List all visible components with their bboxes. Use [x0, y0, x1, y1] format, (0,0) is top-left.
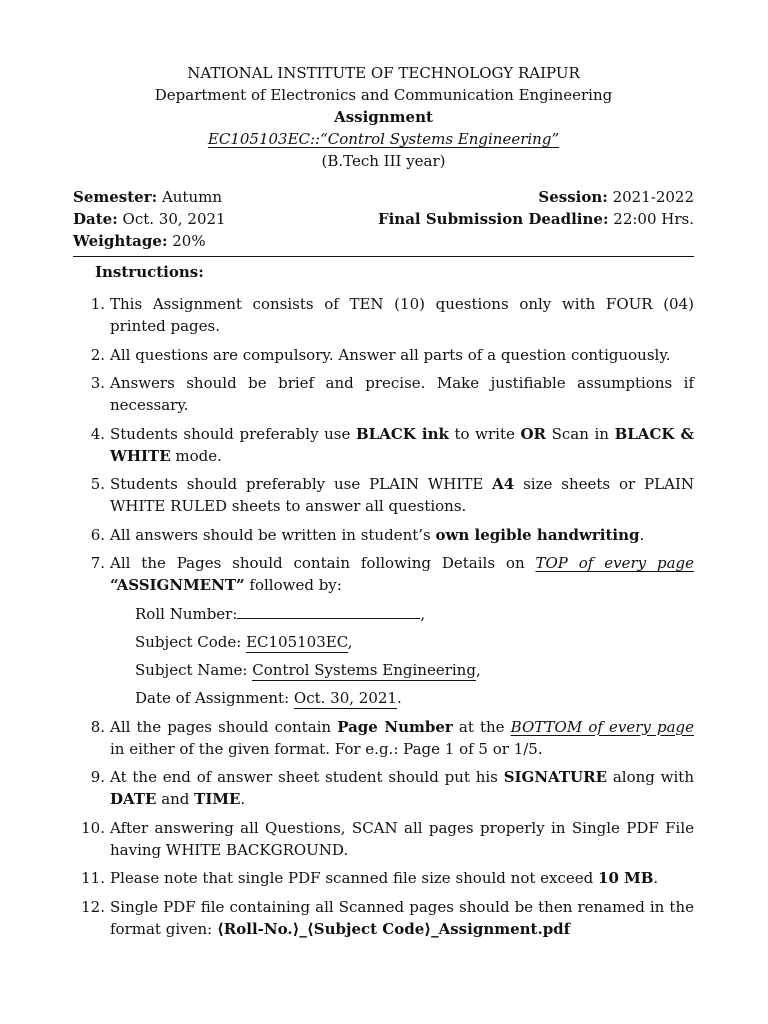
text-segment: At the end of answer sheet student should put his	[110, 768, 504, 786]
instruction-text: Answers should be brief and precise. Make justifiable assumptions if necessary.	[110, 374, 694, 414]
text-segment: and	[156, 790, 195, 808]
item-number: 2.	[90, 345, 105, 364]
item-number: 12.	[81, 897, 105, 916]
instruction-item-7	[73, 552, 694, 709]
item-number: 11.	[81, 869, 105, 887]
instruction-item-2	[73, 344, 694, 366]
bold-text: 10 MB	[598, 869, 654, 887]
text-segment: .	[240, 790, 246, 808]
roll-number-blank	[237, 604, 420, 619]
assignment-meta	[73, 186, 694, 252]
text-segment: All answers should be written in student’s	[110, 525, 436, 544]
text-segment: Students should preferably use PLAIN WHITE	[110, 475, 493, 493]
semester-label: Semester:	[73, 188, 158, 206]
page-details-list	[135, 603, 694, 709]
item-number: 4.	[90, 424, 105, 443]
bold-text: “ASSIGNMENT”	[110, 576, 245, 594]
session-value: 2021-2022	[612, 188, 694, 206]
emphasis-text: BOTTOM of every page	[510, 717, 695, 736]
instructions-list	[73, 293, 694, 940]
deadline-value: 22:00 Hrs.	[613, 210, 694, 228]
deadline-field	[378, 208, 694, 230]
text-segment: mode.	[170, 446, 222, 465]
date-field	[73, 208, 226, 230]
date-label: Date:	[73, 210, 118, 228]
bold-text: Page Number	[337, 717, 453, 736]
bold-text: DATE	[110, 790, 157, 808]
instruction-item-10	[73, 817, 694, 861]
item-number: 7.	[90, 554, 105, 572]
emphasis-text: TOP of every page	[535, 554, 694, 572]
text-segment: .	[396, 689, 402, 707]
divider	[73, 256, 694, 257]
text-segment: size sheets or PLAIN WHITE RULED sheets to answer all questions.	[110, 475, 694, 515]
item-number: 8.	[90, 717, 105, 736]
text-segment: followed by:	[244, 576, 342, 594]
deadline-label: Final Submission Deadline:	[377, 210, 609, 228]
text-segment: Please note that single PDF scanned file size should not exceed	[110, 869, 599, 887]
text-segment: ,	[475, 661, 481, 679]
document-header	[73, 62, 694, 172]
instruction-item-11	[73, 867, 694, 889]
session-label: Session:	[538, 188, 608, 206]
instruction-item-5	[73, 473, 694, 517]
subject-name-line	[135, 659, 694, 681]
instruction-text: After answering all Questions, SCAN all pages properly in Single PDF File having WHITE BACKGROUND.	[110, 818, 694, 859]
bold-text: BLACK & WHITE	[110, 424, 695, 465]
item-number: 3.	[90, 374, 105, 392]
assignment-date-value: Oct. 30, 2021	[293, 689, 397, 707]
instruction-item-12	[73, 896, 694, 940]
filename-format: ⟨Roll-No.⟩_⟨Subject Code⟩_Assignment.pdf	[216, 919, 571, 938]
assignment-page	[73, 62, 694, 946]
document-type: Assignment	[334, 108, 433, 126]
bold-text: BLACK ink	[356, 424, 449, 443]
roll-number-line	[135, 603, 694, 625]
item-number: 9.	[90, 768, 105, 786]
department-name: Department of Electronics and Communication Engineering	[154, 86, 613, 104]
text-segment: along with	[607, 768, 694, 786]
subject-code-label: Subject Code:	[135, 633, 247, 651]
course-title: EC105103EC::“Control Systems Engineering”	[207, 130, 560, 148]
assignment-date-label: Date of Assignment:	[135, 689, 294, 707]
weightage-label: Weightage:	[73, 232, 168, 250]
bold-text: OR	[520, 424, 547, 443]
bold-text: A4	[492, 475, 515, 493]
item-number: 6.	[90, 525, 105, 544]
text-segment: .	[653, 869, 659, 887]
roll-number-label: Roll Number:	[135, 605, 238, 623]
bold-text: TIME	[194, 790, 241, 808]
instruction-item-4	[73, 423, 694, 467]
text-segment: ,	[347, 633, 353, 651]
instructions-heading: Instructions:	[95, 263, 204, 281]
text-segment: at the	[452, 717, 511, 736]
item-number: 1.	[90, 295, 105, 313]
subject-name-label: Subject Name:	[135, 661, 253, 679]
text-segment: ,	[420, 605, 426, 623]
subject-code-line	[135, 631, 694, 653]
text-segment: to write	[448, 424, 521, 443]
instruction-item-9	[73, 766, 694, 810]
weightage-field	[73, 230, 206, 252]
instruction-item-6	[73, 524, 694, 546]
session-field	[538, 186, 694, 208]
date-value: Oct. 30, 2021	[122, 210, 226, 228]
bold-text: own legible handwriting	[435, 525, 640, 544]
text-segment: Students should preferably use	[110, 424, 356, 443]
instruction-text: This Assignment consists of TEN (10) questions only with FOUR (04) printed pages.	[110, 295, 694, 335]
semester-field	[73, 186, 222, 208]
subject-name-value: Control Systems Engineering	[252, 661, 476, 679]
item-number: 10.	[81, 818, 105, 837]
text-segment: All the Pages should contain following Details on	[110, 554, 536, 572]
text-segment: in either of the given format. For e.g.: Page 1 of 5 or 1/5.	[110, 739, 543, 758]
text-segment: Scan in	[546, 424, 615, 443]
assignment-date-line	[135, 687, 694, 709]
instruction-item-8	[73, 716, 694, 760]
instruction-item-1	[73, 293, 694, 337]
weightage-value: 20%	[172, 232, 206, 250]
program-year: (B.Tech III year)	[321, 152, 446, 170]
institute-name: NATIONAL INSTITUTE OF TECHNOLOGY RAIPUR	[187, 64, 580, 82]
text-segment: All the pages should contain	[110, 717, 338, 736]
instruction-text: All questions are compulsory. Answer all parts of a question contiguously.	[110, 345, 671, 364]
instruction-item-3	[73, 372, 694, 416]
subject-code-value: EC105103EC	[246, 633, 348, 651]
semester-value: Autumn	[161, 188, 223, 206]
item-number: 5.	[90, 475, 105, 493]
text-segment: .	[639, 525, 645, 544]
bold-text: SIGNATURE	[503, 768, 608, 786]
text-segment: Single PDF file containing all Scanned pages should be then renamed in the format given:	[110, 897, 694, 938]
